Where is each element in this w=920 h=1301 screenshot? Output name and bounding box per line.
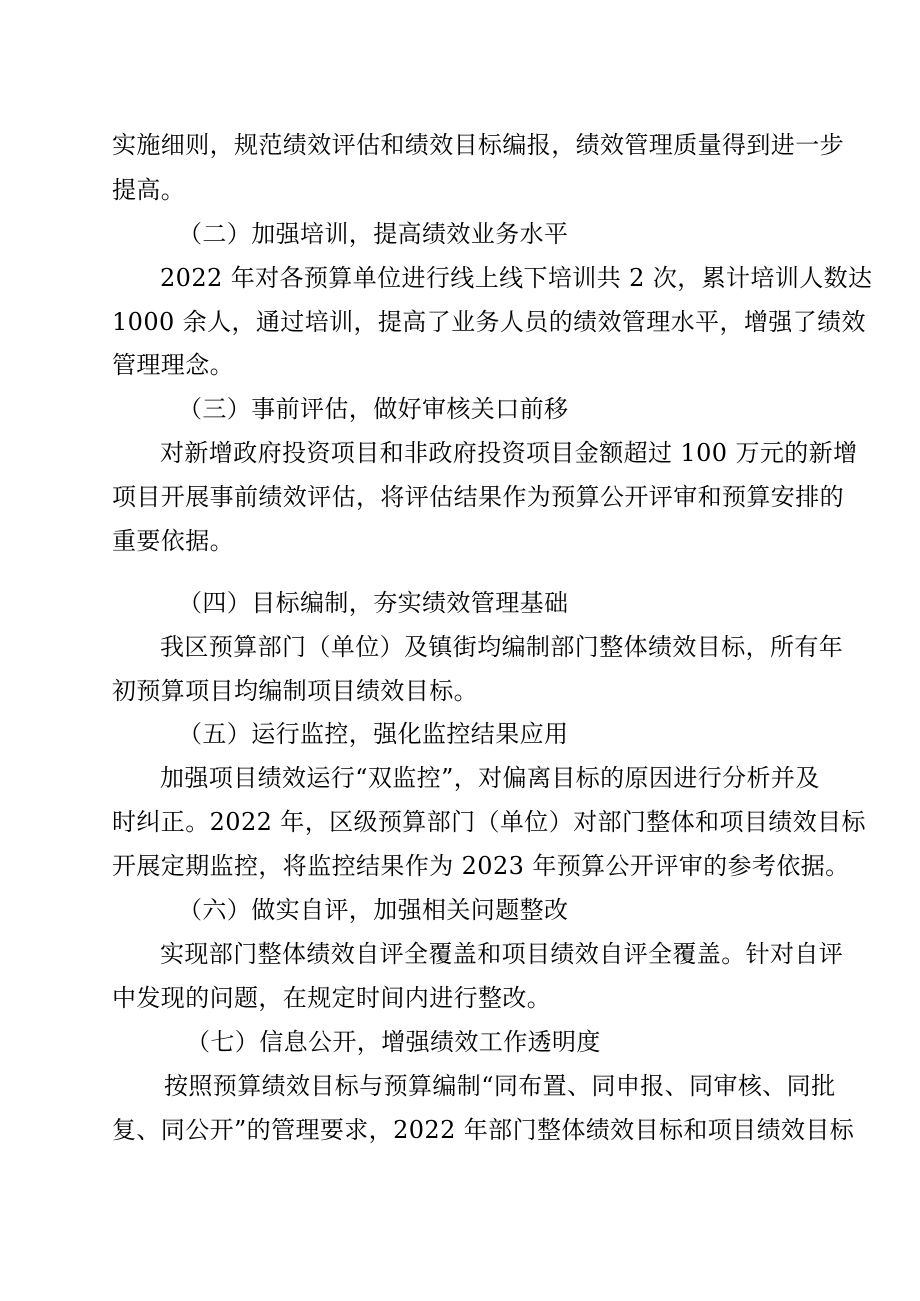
body-text-line: 项目开展事前绩效评估，将评估结果作为预算公开评审和预算安排的 [112, 483, 844, 511]
section-heading: （二）加强培训，提高绩效业务水平 [178, 220, 569, 248]
body-text-line: 重要依据。 [112, 527, 234, 555]
body-text-line: 时纠正。2022 年，区级预算部门（单位）对部门整体和项目绩效目标 [112, 808, 866, 836]
section-heading: （五）运行监控，强化监控结果应用 [178, 720, 569, 748]
section-heading: （四）目标编制，夯实绩效管理基础 [178, 589, 569, 617]
body-text-line: 按照预算绩效目标与预算编制“同布置、同申报、同审核、同批 [164, 1072, 836, 1100]
body-text-line: 对新增政府投资项目和非政府投资项目金额超过 100 万元的新增 [160, 439, 858, 467]
section-heading: （六）做实自评，加强相关问题整改 [178, 896, 569, 924]
body-text-line: 1000 余人，通过培训，提高了业务人员的绩效管理水平，增强了绩效 [112, 308, 866, 336]
body-text-line: 提高。 [112, 176, 186, 204]
body-text-line: 加强项目绩效运行“双监控”，对偏离目标的原因进行分析并及 [160, 764, 820, 792]
body-text-line: 开展定期监控，将监控结果作为 2023 年预算公开评审的参考依据。 [112, 852, 850, 880]
body-text-line: 管理理念。 [112, 351, 234, 379]
body-text-line: 2022 年对各预算单位进行线上线下培训共 2 次，累计培训人数达 [160, 264, 873, 292]
body-text-line: 初预算项目均编制项目绩效目标。 [112, 677, 478, 705]
body-text-line: 实施细则，规范绩效评估和绩效目标编报，绩效管理质量得到进一步 [112, 131, 844, 159]
body-text-line: 中发现的问题，在规定时间内进行整改。 [112, 984, 552, 1012]
section-heading: （七）信息公开，增强绩效工作透明度 [186, 1028, 601, 1056]
section-heading: （三）事前评估，做好审核关口前移 [178, 395, 569, 423]
body-text-line: 复、同公开”的管理要求，2022 年部门整体绩效目标和项目绩效目标 [112, 1116, 855, 1144]
body-text-line: 实现部门整体绩效自评全覆盖和项目绩效自评全覆盖。针对自评 [160, 940, 844, 968]
body-text-line: 我区预算部门（单位）及镇街均编制部门整体绩效目标，所有年 [160, 633, 844, 661]
